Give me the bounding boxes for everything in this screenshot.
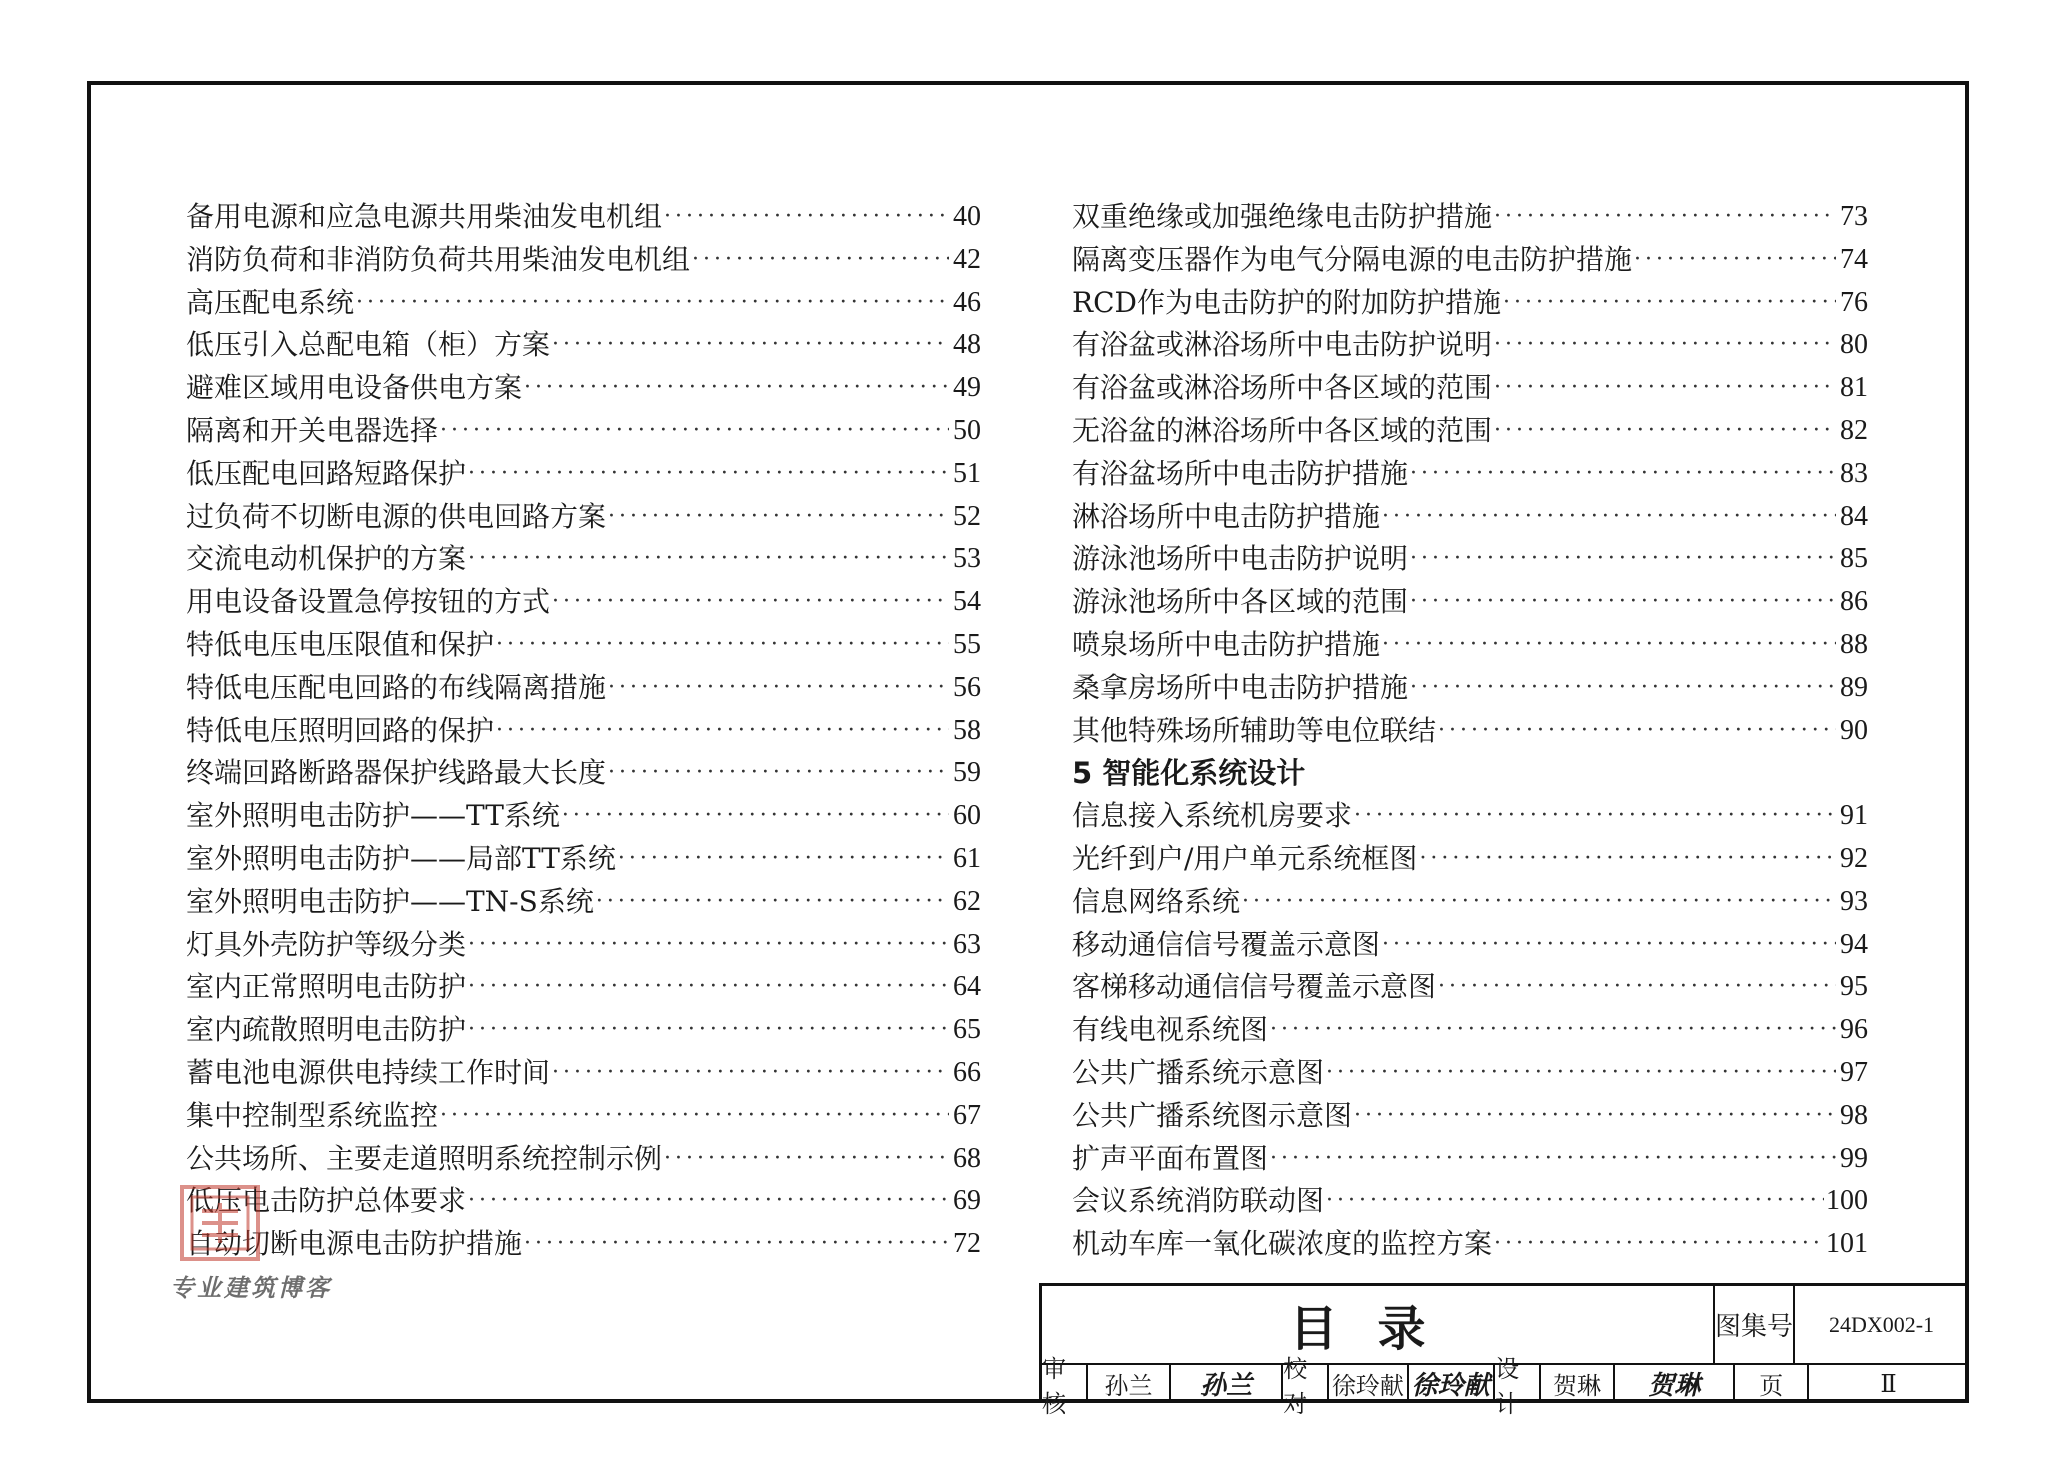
toc-entry-title: 信息网络系统 — [1072, 884, 1241, 918]
toc-leader-dots — [440, 410, 949, 453]
check-label: 校对 — [1283, 1365, 1329, 1402]
toc-entry — [186, 1138, 981, 1181]
toc-leader-dots — [440, 1095, 949, 1138]
toc-entry-title: 集中控制型系统监控 — [186, 1098, 439, 1132]
toc-leader-dots — [552, 324, 949, 367]
toc-leader-dots — [596, 881, 949, 924]
toc-entry-page: 76 — [1840, 286, 1868, 318]
page-number: Ⅱ — [1880, 1369, 1897, 1398]
design-label: 设计 — [1495, 1365, 1541, 1402]
toc-entry-page: 59 — [953, 757, 981, 789]
toc-entry-page: 73 — [1840, 201, 1868, 232]
toc-entry-title: 室内疏散照明电击防护 — [186, 1013, 467, 1047]
toc-leader-dots — [608, 496, 949, 539]
toc-entry — [1072, 453, 1868, 496]
toc-entry — [186, 282, 981, 325]
toc-entry-title: 游泳池场所中电击防护说明 — [1072, 542, 1409, 576]
toc-entry — [186, 367, 981, 410]
toc-entry-page: 94 — [1840, 928, 1868, 960]
toc-leader-dots — [664, 1138, 949, 1181]
toc-entry-title: 备用电源和应急电源共用柴油发电机组 — [186, 200, 663, 233]
toc-leader-dots — [1494, 324, 1836, 367]
toc-entry-page: 62 — [953, 885, 981, 917]
seal-stamp-icon — [178, 1183, 262, 1263]
toc-entry-page: 55 — [953, 628, 981, 660]
toc-entry-page: 88 — [1840, 628, 1868, 660]
checker-signature: 徐玲献 — [1409, 1365, 1496, 1402]
toc-leader-dots — [468, 966, 949, 1009]
toc-right-column — [1072, 196, 1868, 1266]
toc-leader-dots — [1354, 1095, 1836, 1138]
toc-entry-page: 61 — [953, 842, 981, 874]
toc-entry-title: 移动通信信号覆盖示意图 — [1072, 927, 1381, 961]
toc-leader-dots — [664, 196, 949, 239]
toc-entry-title: 客梯移动通信信号覆盖示意图 — [1072, 970, 1437, 1004]
toc-entry-title: 消防负荷和非消防负荷共用柴油发电机组 — [186, 242, 691, 276]
toc-entry — [186, 710, 981, 753]
toc-entry-title: RCD作为电击防护的附加防护措施 — [1072, 285, 1501, 319]
toc-entry — [186, 324, 981, 367]
toc-leader-dots — [1382, 624, 1836, 667]
toc-leader-dots — [468, 1009, 949, 1052]
toc-entry — [1072, 710, 1868, 753]
toc-leader-dots — [1382, 924, 1836, 967]
toc-entry-title: 公共广播系统示意图 — [1072, 1055, 1325, 1089]
toc-leader-dots — [552, 1052, 949, 1095]
toc-leader-dots — [1503, 282, 1836, 325]
toc-entry-page: 66 — [953, 1056, 981, 1088]
toc-entry — [186, 538, 981, 581]
toc-entry — [1072, 324, 1868, 367]
toc-entry-page: 40 — [953, 201, 981, 232]
toc-entry-page: 50 — [953, 414, 981, 446]
toc-entry — [1072, 838, 1868, 881]
toc-entry — [1072, 924, 1868, 967]
toc-entry-title: 低压配电回路短路保护 — [186, 456, 467, 490]
toc-entry — [1072, 239, 1868, 282]
toc-entry-page: 92 — [1840, 842, 1868, 874]
toc-entry-title: 特低电压配电回路的布线隔离措施 — [186, 670, 607, 704]
toc-leader-dots — [1410, 581, 1836, 624]
toc-leader-dots — [1494, 196, 1836, 239]
toc-entry-page: 48 — [953, 329, 981, 361]
toc-entry-title: 隔离和开关电器选择 — [186, 413, 439, 447]
toc-entry-page: 58 — [953, 714, 981, 746]
toc-entry-page: 54 — [953, 586, 981, 618]
toc-entry — [1072, 667, 1868, 710]
toc-entry-title: 公共场所、主要走道照明系统控制示例 — [186, 1141, 663, 1175]
toc-entry-title: 信息接入系统机房要求 — [1072, 799, 1353, 833]
toc-entry-page: 95 — [1840, 971, 1868, 1003]
toc-entry — [186, 667, 981, 710]
review-label: 审核 — [1042, 1365, 1088, 1402]
toc-entry-page: 68 — [953, 1142, 981, 1174]
toc-entry-page: 81 — [1840, 372, 1868, 404]
toc-entry — [1072, 282, 1868, 325]
toc-entry — [1072, 1223, 1868, 1266]
toc-leader-dots — [468, 924, 949, 967]
toc-entry-title: 游泳池场所中各区域的范围 — [1072, 585, 1409, 619]
toc-leader-dots — [692, 239, 949, 282]
toc-entry — [186, 1095, 981, 1138]
toc-leader-dots — [1242, 881, 1836, 924]
section-title: 5 智能化系统设计 — [1072, 756, 1306, 791]
toc-entry-title: 淋浴场所中电击防护措施 — [1072, 499, 1381, 533]
toc-entry-page: 63 — [953, 928, 981, 960]
toc-entry-page: 86 — [1840, 586, 1868, 618]
toc-entry-page: 85 — [1840, 543, 1868, 575]
drawing-title: 目录 — [1042, 1286, 1715, 1365]
toc-leader-dots — [562, 795, 949, 838]
toc-entry-page: 69 — [953, 1185, 981, 1217]
toc-leader-dots — [1494, 410, 1836, 453]
checker-name: 徐玲献 — [1329, 1365, 1408, 1402]
toc-entry-page: 91 — [1840, 800, 1868, 832]
toc-entry-page: 83 — [1840, 457, 1868, 489]
toc-entry-title: 室外照明电击防护——TN-S系统 — [186, 884, 594, 918]
toc-entry-title: 灯具外壳防护等级分类 — [186, 927, 467, 961]
toc-entry — [1072, 1052, 1868, 1095]
toc-entry-title: 特低电压电压限值和保护 — [186, 627, 495, 661]
toc-entry — [186, 581, 981, 624]
toc-entry-title: 特低电压照明回路的保护 — [186, 713, 495, 747]
toc-entry — [186, 624, 981, 667]
toc-leader-dots — [618, 838, 949, 881]
toc-entry-title: 室外照明电击防护——局部TT系统 — [186, 841, 616, 875]
toc-leader-dots — [1438, 966, 1836, 1009]
toc-section-heading — [1072, 752, 1868, 795]
toc-entry — [186, 239, 981, 282]
toc-entry — [1072, 881, 1868, 924]
toc-entry — [1072, 196, 1868, 239]
toc-leader-dots — [524, 1223, 949, 1266]
toc-entry-title: 过负荷不切断电源的供电回路方案 — [186, 499, 607, 533]
toc-leader-dots — [1270, 1138, 1836, 1181]
reviewer-signature: 孙兰 — [1171, 1365, 1283, 1402]
toc-entry-page: 101 — [1826, 1228, 1868, 1260]
toc-left-column — [186, 196, 981, 1266]
toc-leader-dots — [1326, 1052, 1836, 1095]
atlas-number: 24DX002-1 — [1795, 1286, 1968, 1365]
toc-entry-page: 93 — [1840, 885, 1868, 917]
toc-entry — [186, 795, 981, 838]
toc-leader-dots — [1419, 838, 1836, 881]
toc-entry — [1072, 966, 1868, 1009]
toc-entry-title: 机动车库一氧化碳浓度的监控方案 — [1072, 1227, 1493, 1261]
toc-leader-dots — [468, 453, 949, 496]
toc-entry-title: 低压引入总配电箱（柜）方案 — [186, 328, 551, 362]
toc-entry — [186, 1052, 981, 1095]
toc-leader-dots — [1326, 1180, 1824, 1223]
atlas-label: 图集号 — [1715, 1286, 1795, 1365]
toc-entry-title: 双重绝缘或加强绝缘电击防护措施 — [1072, 200, 1493, 233]
toc-entry-title: 高压配电系统 — [186, 285, 355, 319]
toc-entry — [1072, 624, 1868, 667]
toc-entry-title: 公共广播系统图示意图 — [1072, 1098, 1353, 1132]
toc-entry — [186, 966, 981, 1009]
toc-entry — [1072, 1180, 1868, 1223]
toc-entry-page: 65 — [953, 1014, 981, 1046]
toc-entry-title: 用电设备设置急停按钮的方式 — [186, 585, 551, 619]
toc-leader-dots — [496, 624, 949, 667]
toc-entry-page: 53 — [953, 543, 981, 575]
toc-leader-dots — [1410, 453, 1836, 496]
toc-entry-title: 自动切断电源电击防护措施 — [186, 1227, 523, 1261]
toc-leader-dots — [1382, 496, 1836, 539]
toc-entry-page: 84 — [1840, 500, 1868, 532]
designer-signature: 贺琳 — [1615, 1365, 1736, 1402]
toc-entry — [1072, 367, 1868, 410]
toc-entry-title: 室外照明电击防护——TT系统 — [186, 799, 560, 833]
toc-entry — [1072, 795, 1868, 838]
toc-entry — [186, 881, 981, 924]
signature-row — [1042, 1354, 1968, 1418]
toc-entry-page: 82 — [1840, 414, 1868, 446]
toc-entry — [186, 196, 981, 239]
toc-entry-page: 49 — [953, 372, 981, 404]
toc-entry-title: 有线电视系统图 — [1072, 1013, 1269, 1047]
toc-entry-page: 60 — [953, 800, 981, 832]
toc-entry-page: 74 — [1840, 243, 1868, 275]
toc-leader-dots — [468, 1180, 949, 1223]
toc-entry-page: 56 — [953, 671, 981, 703]
toc-entry — [186, 453, 981, 496]
toc-leader-dots — [1410, 667, 1836, 710]
toc-entry-title: 会议系统消防联动图 — [1072, 1184, 1325, 1218]
toc-entry-page: 96 — [1840, 1014, 1868, 1046]
toc-leader-dots — [1270, 1009, 1836, 1052]
toc-leader-dots — [1494, 1223, 1824, 1266]
toc-entry-title: 有浴盆或淋浴场所中电击防护说明 — [1072, 328, 1493, 362]
toc-entry-page: 52 — [953, 500, 981, 532]
toc-entry-title: 有浴盆或淋浴场所中各区域的范围 — [1072, 371, 1493, 405]
toc-entry — [186, 924, 981, 967]
toc-entry-page: 97 — [1840, 1056, 1868, 1088]
toc-entry — [186, 496, 981, 539]
reviewer-name: 孙兰 — [1088, 1365, 1171, 1402]
toc-entry — [1072, 496, 1868, 539]
toc-entry — [1072, 1095, 1868, 1138]
toc-entry-page: 89 — [1840, 671, 1868, 703]
toc-entry-page: 42 — [953, 243, 981, 275]
toc-entry-page: 72 — [953, 1228, 981, 1260]
toc-entry — [186, 752, 981, 795]
toc-entry-page: 80 — [1840, 329, 1868, 361]
toc-entry-title: 交流电动机保护的方案 — [186, 542, 467, 576]
toc-entry — [186, 1009, 981, 1052]
toc-entry-title: 室内正常照明电击防护 — [186, 970, 467, 1004]
toc-leader-dots — [1354, 795, 1836, 838]
toc-leader-dots — [1494, 367, 1836, 410]
watermark-text: 专业建筑博客 — [170, 1273, 332, 1302]
toc-entry-title: 避难区域用电设备供电方案 — [186, 371, 523, 405]
toc-entry-title: 桑拿房场所中电击防护措施 — [1072, 670, 1409, 704]
toc-entry-page: 98 — [1840, 1099, 1868, 1131]
toc-entry — [186, 838, 981, 881]
designer-name: 贺琳 — [1541, 1365, 1615, 1402]
toc-entry-page: 99 — [1840, 1142, 1868, 1174]
toc-entry-title: 无浴盆的淋浴场所中各区域的范围 — [1072, 413, 1493, 447]
toc-entry-title: 扩声平面布置图 — [1072, 1141, 1269, 1175]
toc-entry-title: 有浴盆场所中电击防护措施 — [1072, 456, 1409, 490]
toc-leader-dots — [552, 581, 949, 624]
toc-entry — [186, 1223, 981, 1266]
toc-entry-title: 蓄电池电源供电持续工作时间 — [186, 1055, 551, 1089]
toc-entry-title: 隔离变压器作为电气分隔电源的电击防护措施 — [1072, 242, 1633, 276]
toc-entry-page: 67 — [953, 1099, 981, 1131]
toc-entry-page: 100 — [1826, 1185, 1868, 1217]
page-label: 页 — [1735, 1365, 1809, 1402]
toc-entry — [1072, 581, 1868, 624]
toc-entry-title: 喷泉场所中电击防护措施 — [1072, 627, 1381, 661]
toc-entry-page: 90 — [1840, 714, 1868, 746]
toc-leader-dots — [1634, 239, 1836, 282]
toc-leader-dots — [608, 752, 949, 795]
toc-entry-page: 51 — [953, 457, 981, 489]
toc-leader-dots — [1410, 538, 1836, 581]
toc-entry-page: 46 — [953, 286, 981, 318]
toc-leader-dots — [608, 667, 949, 710]
toc-entry — [1072, 410, 1868, 453]
toc-leader-dots — [496, 710, 949, 753]
toc-entry — [186, 1180, 981, 1223]
toc-entry — [1072, 1138, 1868, 1181]
toc-entry-title: 终端回路断路器保护线路最大长度 — [186, 756, 607, 790]
toc-entry — [1072, 538, 1868, 581]
toc-leader-dots — [1438, 710, 1836, 753]
toc-entry — [186, 410, 981, 453]
toc-leader-dots — [356, 282, 949, 325]
toc-entry-title: 低压电击防护总体要求 — [186, 1184, 467, 1218]
toc-leader-dots — [468, 538, 949, 581]
toc-entry-title: 光纤到户/用户单元系统框图 — [1072, 841, 1418, 875]
toc-entry-title: 其他特殊场所辅助等电位联结 — [1072, 713, 1437, 747]
title-block — [1039, 1283, 1965, 1418]
toc-entry — [1072, 1009, 1868, 1052]
toc-leader-dots — [524, 367, 949, 410]
toc-entry-page: 64 — [953, 971, 981, 1003]
